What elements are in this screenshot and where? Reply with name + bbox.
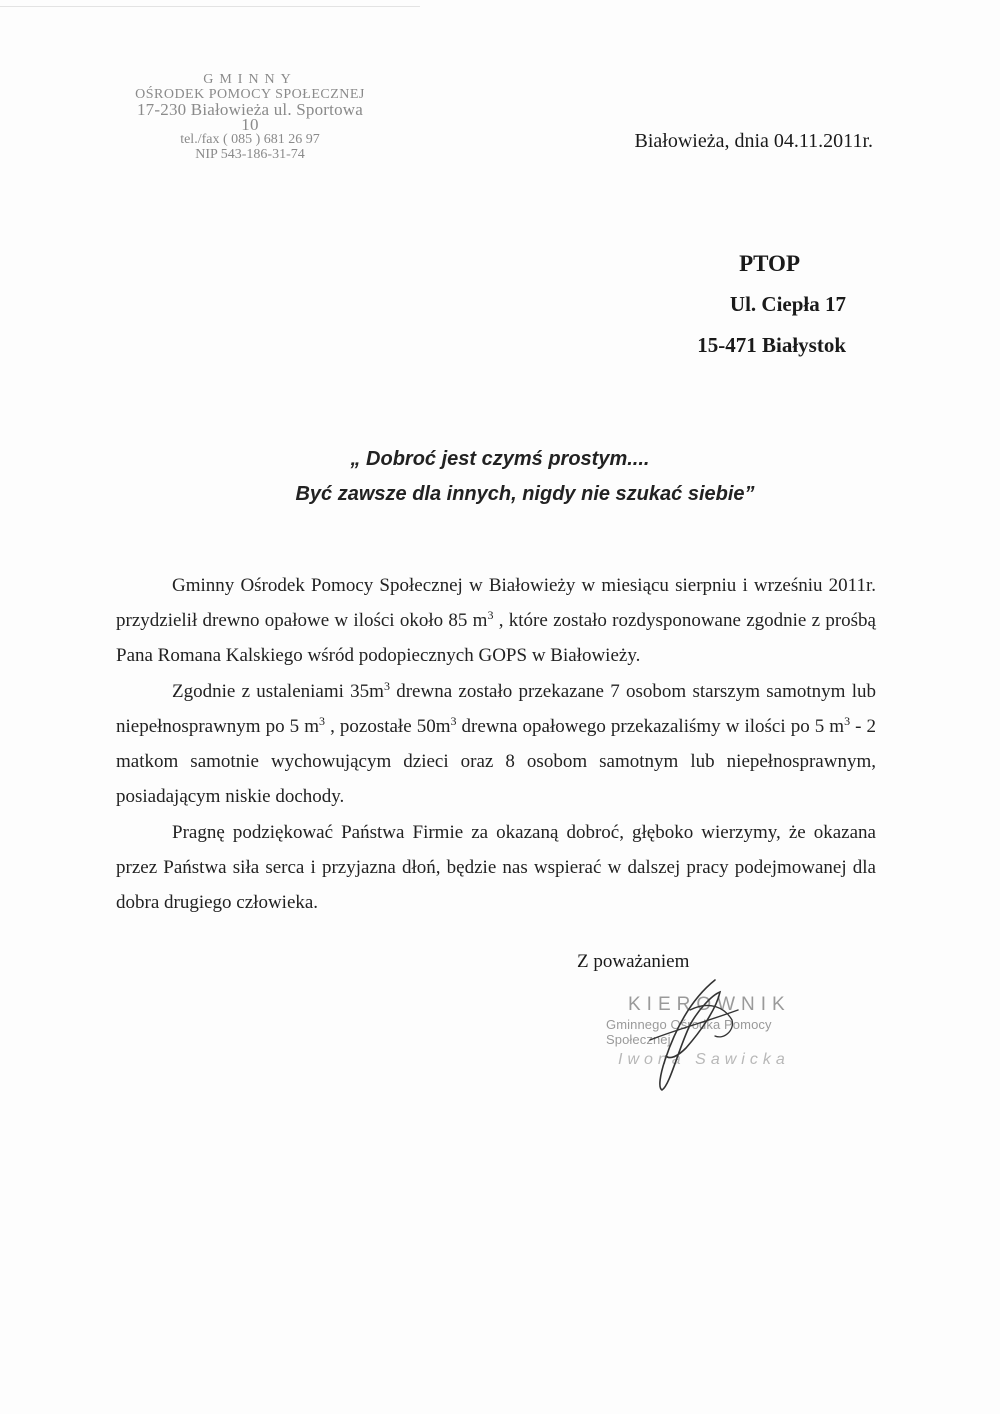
body-text-segment: , pozostałe 50m: [330, 716, 451, 737]
motto-quote: [0, 442, 1000, 512]
body-text-segment: drewna opałowego przekazaliśmy w ilości po 5 m: [456, 716, 845, 737]
stamp-organization: Gminnego Ośrodka Pomocy Społecznej: [606, 1017, 772, 1047]
stamp-name: Iwona Sawicka: [618, 1051, 790, 1068]
body-text-segment: drewna zostało przekazane 7 osobom starszym samotnym lub niepełnosprawnym po 5 m: [116, 681, 876, 737]
letter-date: Białowieża, dnia 04.11.2011r.: [634, 130, 873, 152]
body-text-segment: , które zostało rozdysponowane zgodnie z prośbą Pana Romana Kalskiego wśród podopiecznych GOPS w Białowieży.: [116, 610, 876, 666]
top-rule: [0, 6, 420, 7]
addressee-block: [697, 243, 846, 366]
body-text-segment: - 2 matkom samotnie wychowującym dzieci oraz 8 osobom samotnym lub niepełnosprawnym, posiadającym niskie dochody.: [116, 716, 877, 807]
superscript: 3: [319, 714, 326, 728]
body-paragraph-2: [116, 674, 876, 814]
stamp-line-1: GMINNY: [203, 72, 297, 87]
superscript: 3: [450, 714, 457, 728]
body-text-segment: Zgodnie z ustaleniami 35m: [172, 681, 384, 702]
body-text-segment: Gminny Ośrodek Pomocy Społecznej w Białowieży w miesiącu sierpniu i wrześniu 2011r. przydzielił drewno opałowe w ilości około 85 m: [116, 575, 876, 631]
body-paragraph-3: Pragnę podziękować Państwa Firmie za okazaną dobroć, głęboko wierzymy, że okazana przez Państwa siła serca i przyjazna dłoń, będzie nas wspierać w dalszej pracy podejmowanej dla dobra drugiego człowieka.: [116, 822, 876, 913]
stamp-line-3: 17-230 Białowieża ul. Sportowa 10: [136, 100, 363, 134]
motto-line-1: „ Dobroć jest czymś prostym....: [350, 448, 650, 470]
superscript: 3: [383, 679, 390, 693]
superscript: 3: [844, 714, 851, 728]
sender-stamp: [130, 72, 370, 162]
stamp-line-2: OŚRODEK POMOCY SPOŁECZNEJ: [135, 87, 365, 102]
motto-line-2: Być zawsze dla innych, nigdy nie szukać siebie”: [295, 483, 755, 505]
addressee-city: 15-471 Białystok: [697, 333, 846, 357]
stamp-line-5: NIP 543-186-31-74: [195, 147, 305, 162]
addressee-street: Ul. Ciepła 17: [729, 292, 846, 316]
stamp-line-4: tel./fax ( 085 ) 681 26 97: [180, 132, 320, 147]
closing-salutation: Z poważaniem: [577, 951, 690, 972]
letter-body: [116, 568, 876, 921]
addressee-name: PTOP: [739, 251, 800, 276]
body-paragraph-1: [116, 568, 876, 673]
stamp-title: KIEROWNIK: [628, 994, 791, 1015]
handwritten-signature: [620, 970, 760, 1100]
superscript: 3: [487, 608, 494, 622]
